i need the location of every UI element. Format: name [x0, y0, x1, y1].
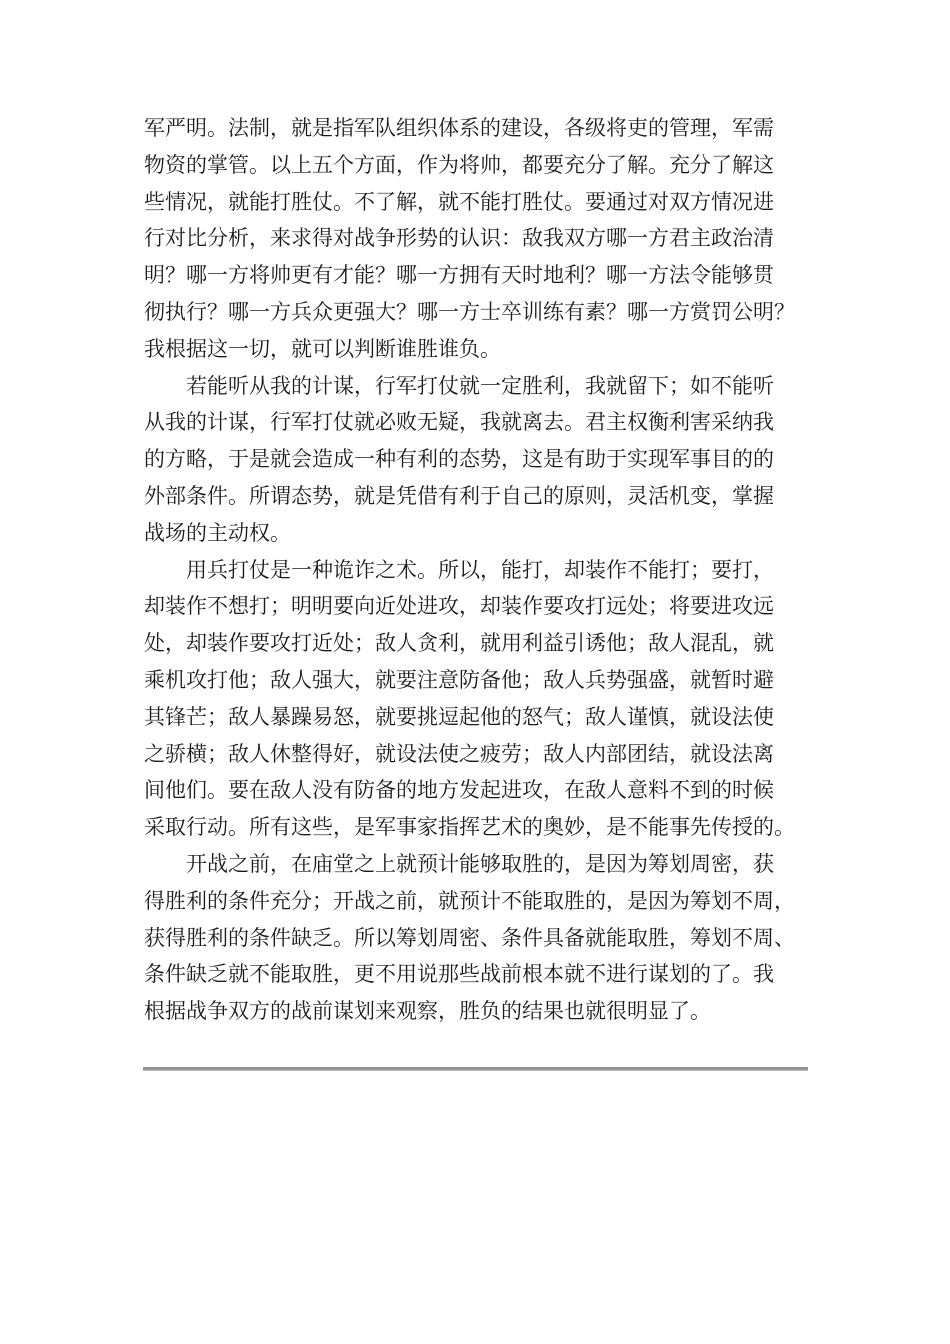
body-text: [144, 110, 812, 1030]
paragraph-4: 开战之前，在庙堂之上就预计能够取胜的，是因为筹划周密，获 得胜利的条件充分；开战之前，就预计不能取胜的，是因为筹划不周， 获得胜利的条件缺乏。所以筹划周密、条件具备就能取胜，筹划不周、 条件缺乏就不能取胜，更不用说那些战前根本就不进行谋划的了。我 根据战争双方的战前谋划来观察，胜负的结果也就很明显了。: [144, 851, 795, 1024]
paragraph-1: 军严明。法制，就是指军队组织体系的建设，各级将吏的管理，军需 物资的掌管。以上五个方面，作为将帅，都要充分了解。充分了解这 些情况，就能打胜仗。不了解，就不能打胜仗。要通过对双方情况进 行对比分析，来求得对战争形势的认识：敌我双方哪一方君主政治清 明？哪一方将帅更有才能？哪一方拥有天时地利？哪一方法令能够贯 彻执行？哪一方兵众更强大？哪一方士卒训练有素？哪一方赏罚公明？ 我根据这一切，就可以判断谁胜谁负。: [144, 116, 795, 361]
paragraph-3: 用兵打仗是一种诡诈之术。所以，能打，却装作不能打；要打， 却装作不想打；明明要向近处进攻，却装作要攻打远处；将要进攻远 处，却装作要攻打近处；敌人贪利，就用利益引诱他；敌人混乱，就 乘机攻打他；敌人强大，就要注意防备他；敌人兵势强盛，就暂时避 其锋芒；敌人暴躁易怒，就要挑逗起他的怒气；敌人谨慎，就设法使 之骄横；敌人休整得好，就设法使之疲劳；敌人内部团结，就设法离 间他们。要在敌人没有防备的地方发起进攻，在敌人意料不到的时候 采取行动。所有这些，是军事家指挥艺术的奥妙，是不能事先传授的。: [144, 557, 795, 840]
paragraph-2: 若能听从我的计谋，行军打仗就一定胜利，我就留下；如不能听 从我的计谋，行军打仗就必败无疑，我就离去。君主权衡利害采纳我 的方略，于是就会造成一种有利的态势，这是有助于实现军事目的的 外部条件。所谓态势，就是凭借有利于自己的原则，灵活机变，掌握 战场的主动权。: [144, 373, 774, 545]
horizontal-divider: [143, 1067, 808, 1071]
